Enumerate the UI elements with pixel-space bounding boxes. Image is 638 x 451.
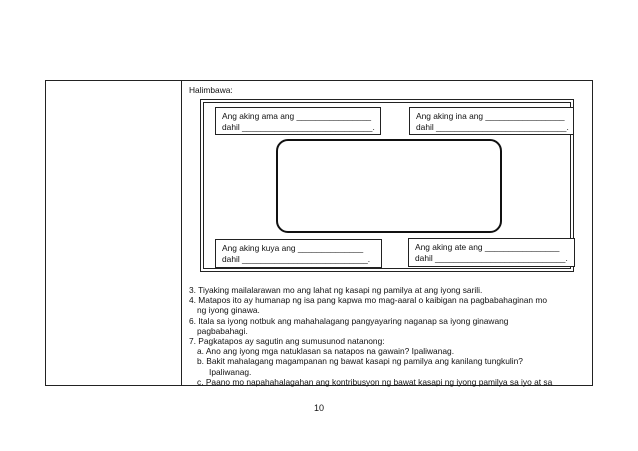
example-label: Halimbawa: [189,85,233,95]
mother-box-line1: Ang aking ina ang _________________ [416,111,565,121]
older-brother-box [215,239,382,268]
instruction-line: ng iyong ginawa. [197,305,260,316]
instructions-list [189,285,552,387]
older-sister-box-line2: dahil ____________________________. [415,253,568,263]
instruction-line: 3. Tiyaking mailalarawan mo ang lahat ng kasapi ng pamilya at ang iyong sarili. [189,285,483,295]
worksheet-table [45,80,593,386]
instruction-line: a. Ano ang iyong mga natuklasan sa natapos na gawain? Ipaliwanag. [197,346,455,357]
father-box [215,107,381,135]
instruction-line: Ipaliwanag. [209,366,252,377]
father-box-line1: Ang aking ama ang ________________ [222,111,372,121]
older-brother-box-line2: dahil ___________________________. [222,254,371,264]
activity-content [188,81,586,385]
mother-box [409,107,574,135]
instruction-line: pagbabahagi. [197,325,248,336]
family-diagram-frame [200,99,574,272]
instruction-line: 4. Matapos ito ay humanap ng isa pang kapwa mo mag-aaral o kaibigan na pagbabahaginan mo [189,295,548,306]
instruction-line: 6. Itala sa iyong notbuk ang mahahalagang pangyayaring naganap sa iyong ginawang [189,315,509,326]
mother-box-line2: dahil ____________________________. [416,122,569,132]
father-box-line2: dahil ____________________________. [222,122,375,132]
instruction-line: c. Paano mo napahahalagahan ang kontribusyon ng bawat kasapi ng iyong pamilya sa iyo at sa [197,376,553,387]
older-sister-box-line1: Ang aking ate ang ________________ [415,242,560,252]
page-number: 10 [313,403,324,413]
older-brother-box-line1: Ang aking kuya ang ______________ [222,243,364,253]
instruction-line: 7. Pagkatapos ay sagutin ang sumusunod natanong: [189,336,385,347]
center-self-box [276,139,502,233]
older-sister-box [408,238,575,267]
column-divider [181,81,182,385]
instruction-line: b. Bakit mahalagang magampanan ng bawat kasapi ng pamilya ang kanilang tungkulin? [197,356,523,367]
family-diagram-inner-frame [203,102,571,269]
